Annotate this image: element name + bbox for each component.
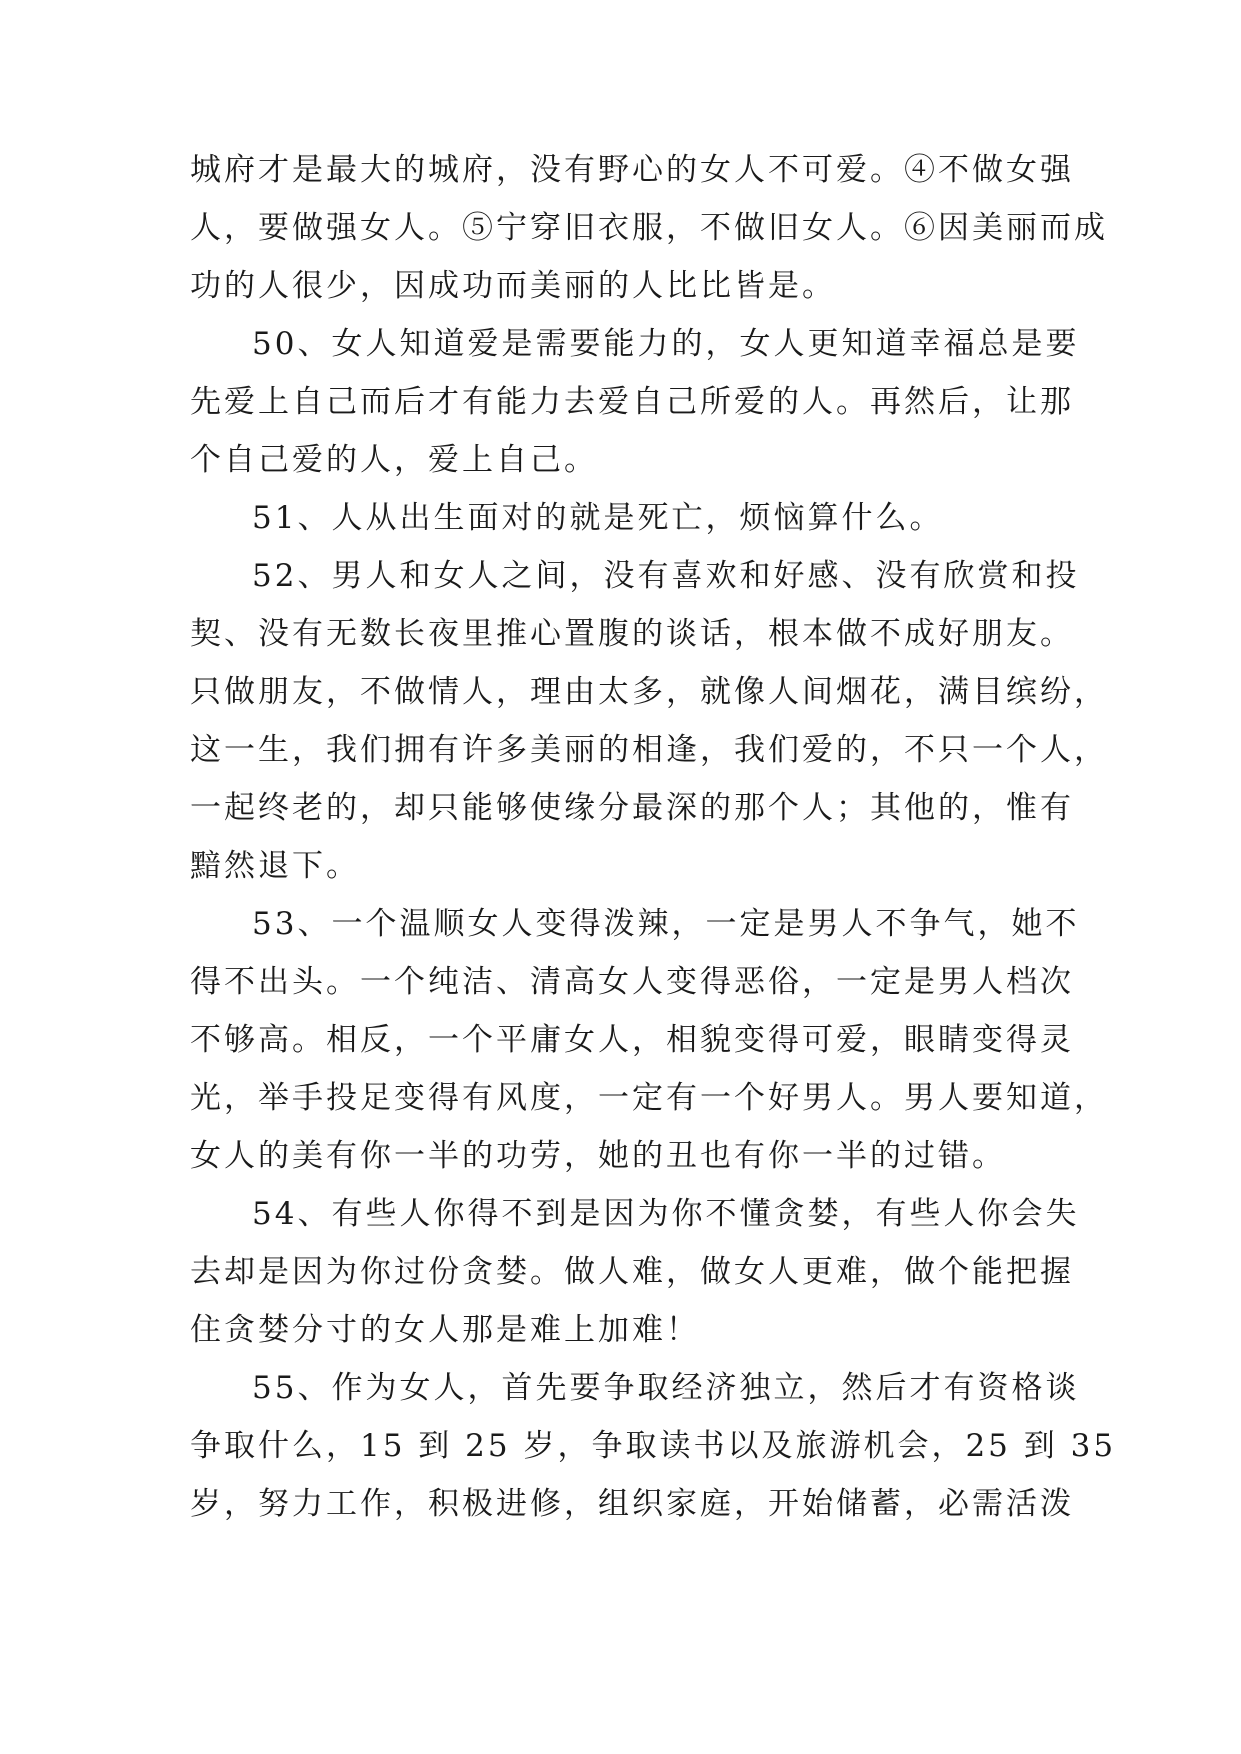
paragraph-54-start: 54、有些人你得不到是因为你不懂贪婪，有些人你会失: [252, 1196, 1080, 1232]
text-line: 争取什么，15 到 25 岁，争取读书以及旅游机会，25 到 35: [190, 1428, 1117, 1464]
text-line: 功的人很少，因成功而美丽的人比比皆是。: [190, 268, 836, 304]
text-line: 女人的美有你一半的功劳，她的丑也有你一半的过错。: [190, 1138, 1006, 1174]
text-line: 契、没有无数长夜里推心置腹的谈话，根本做不成好朋友。: [190, 616, 1074, 652]
text-line: 个自己爱的人，爱上自己。: [190, 442, 598, 478]
text-line: 城府才是最大的城府，没有野心的女人不可爱。④不做女强: [190, 152, 1074, 188]
paragraph-52-start: 52、男人和女人之间，没有喜欢和好感、没有欣赏和投: [252, 558, 1080, 594]
paragraph-55-start: 55、作为女人，首先要争取经济独立，然后才有资格谈: [252, 1370, 1080, 1406]
paragraph-53-start: 53、一个温顺女人变得泼辣，一定是男人不争气，她不: [252, 906, 1080, 942]
paragraph-50-start: 50、女人知道爱是需要能力的，女人更知道幸福总是要: [252, 326, 1080, 362]
text-line: 人，要做强女人。⑤宁穿旧衣服，不做旧女人。⑥因美丽而成: [190, 210, 1108, 246]
text-line: 不够高。相反，一个平庸女人，相貌变得可爱，眼睛变得灵: [190, 1022, 1074, 1058]
text-line: 住贪婪分寸的女人那是难上加难！: [190, 1312, 700, 1348]
paragraph-51-start: 51、人从出生面对的就是死亡，烦恼算什么。: [252, 500, 944, 536]
text-line: 得不出头。一个纯洁、清高女人变得恶俗，一定是男人档次: [190, 964, 1074, 1000]
text-line: 光，举手投足变得有风度，一定有一个好男人。男人要知道，: [190, 1080, 1108, 1116]
text-line: 一起终老的，却只能够使缘分最深的那个人；其他的，惟有: [190, 790, 1074, 826]
text-line: 先爱上自己而后才有能力去爱自己所爱的人。再然后，让那: [190, 384, 1074, 420]
text-line: 黯然退下。: [190, 848, 360, 884]
text-line: 只做朋友，不做情人，理由太多，就像人间烟花，满目缤纷，: [190, 674, 1108, 710]
text-line: 去却是因为你过份贪婪。做人难，做女人更难，做个能把握: [190, 1254, 1074, 1290]
text-line: 岁，努力工作，积极进修，组织家庭，开始储蓄，必需活泼: [190, 1486, 1074, 1522]
text-line: 这一生，我们拥有许多美丽的相逢，我们爱的，不只一个人，: [190, 732, 1108, 768]
